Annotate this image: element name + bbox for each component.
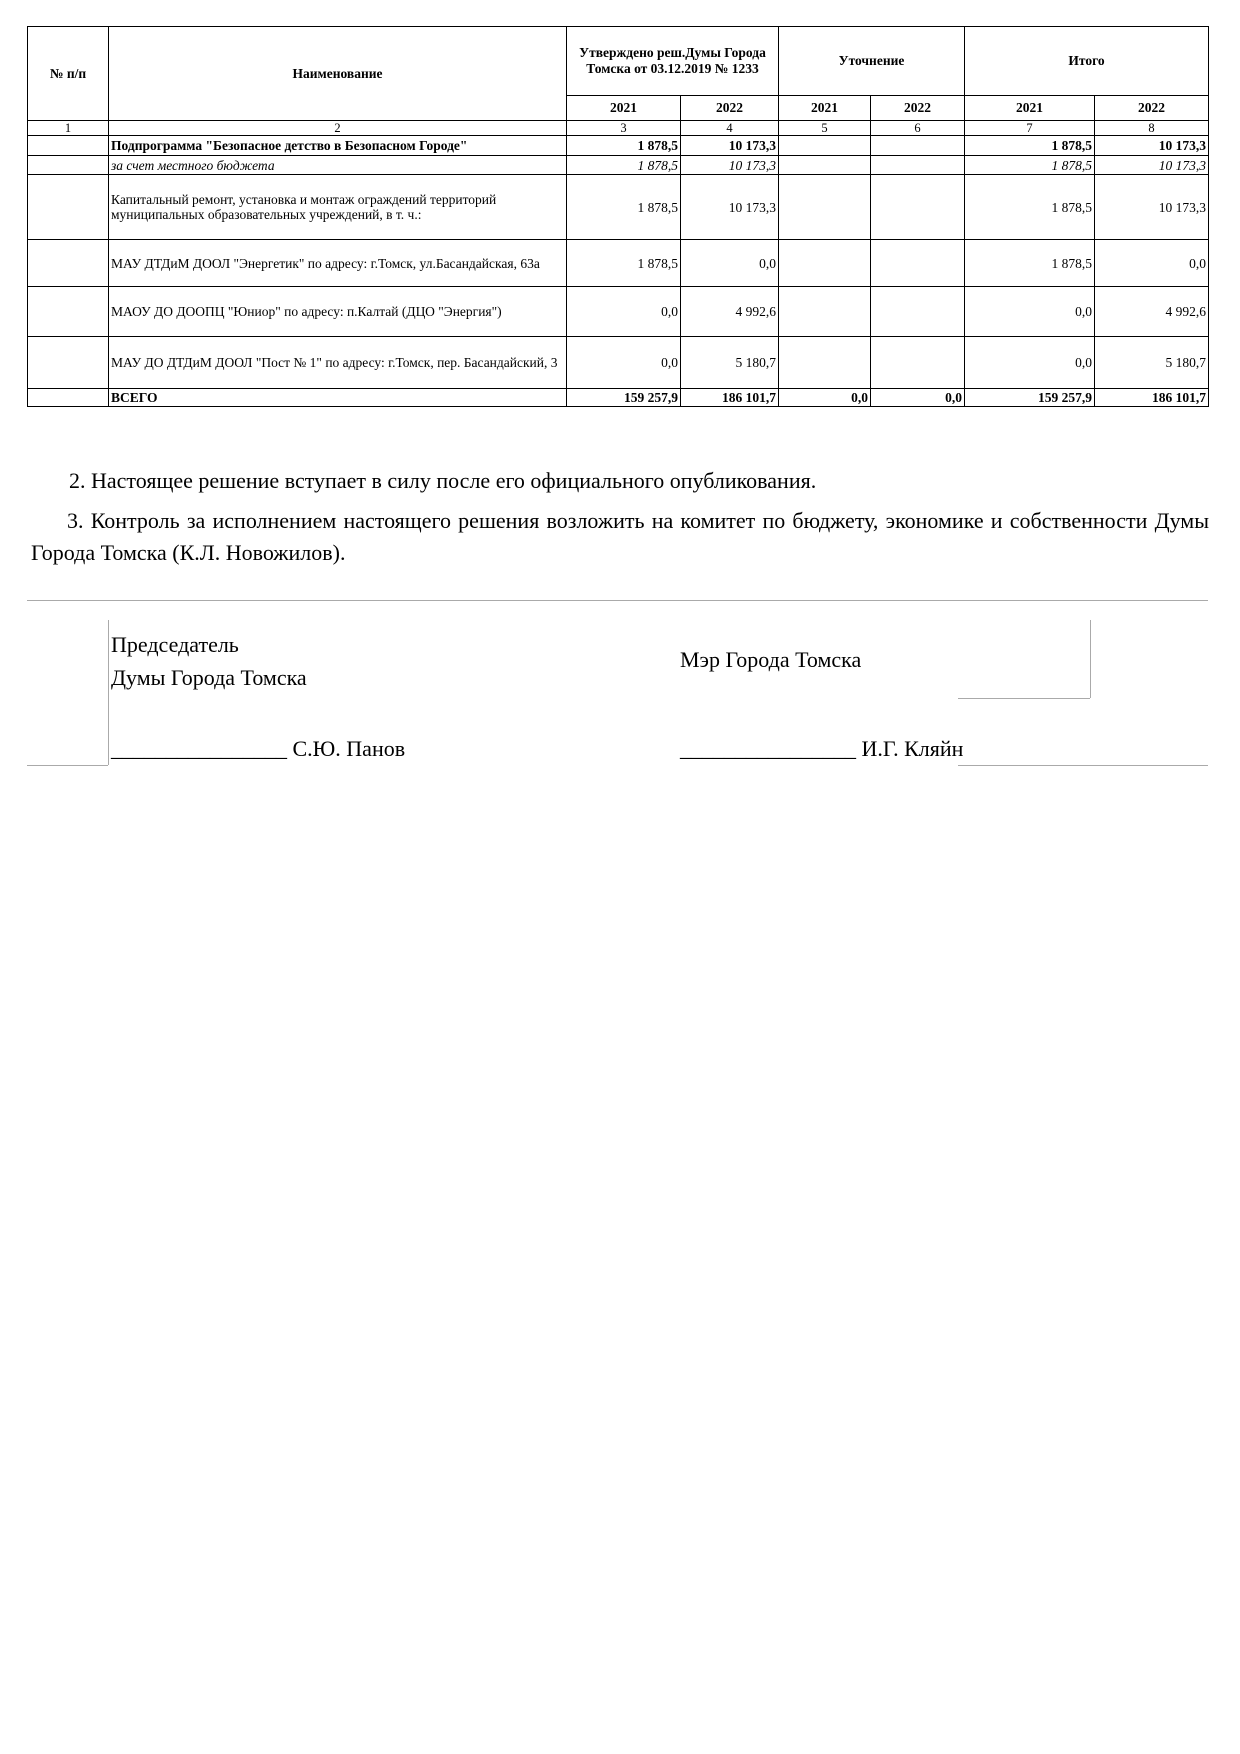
total-2022: 0,0 — [1095, 240, 1209, 287]
column-number: 3 — [567, 121, 681, 136]
table-row — [28, 240, 1209, 287]
approved-2022: 4 992,6 — [681, 287, 779, 337]
paragraph-control: 3. Контроль за исполнением настоящего решения возложить на комитет по бюджету, экономике и собственности Думы Города Томска (К.Л. Новожилов). — [31, 508, 1209, 565]
row-name: за счет местного бюджета — [109, 156, 567, 175]
table-row-subprogram — [28, 136, 1209, 156]
signature-bottom-rule-right — [958, 765, 1208, 766]
header-year: 2022 — [871, 96, 965, 121]
clarify-2022 — [871, 175, 965, 240]
row-num — [28, 337, 109, 389]
header-year: 2021 — [567, 96, 681, 121]
approved-2021: 1 878,5 — [567, 156, 681, 175]
row-num — [28, 240, 109, 287]
total-2022: 5 180,7 — [1095, 337, 1209, 389]
approved-2021: 0,0 — [567, 337, 681, 389]
table-row — [28, 287, 1209, 337]
total-2021: 0,0 — [965, 287, 1095, 337]
header-name: Наименование — [109, 27, 567, 121]
signature-top-rule — [27, 600, 1208, 601]
table-row — [28, 337, 1209, 389]
table-row-total — [28, 389, 1209, 407]
total-2021: 1 878,5 — [965, 156, 1095, 175]
signature-left-rule — [108, 620, 109, 765]
mayor-title: Мэр Города Томска — [680, 647, 862, 672]
clarify-2022 — [871, 337, 965, 389]
approved-2021: 0,0 — [567, 287, 681, 337]
row-name: ВСЕГО — [109, 389, 567, 407]
column-number: 2 — [109, 121, 567, 136]
approved-2022: 5 180,7 — [681, 337, 779, 389]
budget-table — [27, 26, 1209, 407]
column-number: 1 — [28, 121, 109, 136]
total-2022: 10 173,3 — [1095, 175, 1209, 240]
row-name: МАОУ ДО ДООПЦ "Юниор" по адресу: п.Калтай (ДЦО "Энергия") — [109, 287, 567, 337]
header-total: Итого — [965, 27, 1209, 96]
header-year: 2022 — [1095, 96, 1209, 121]
clarify-2022 — [871, 240, 965, 287]
row-name: МАУ ДО ДТДиМ ДООЛ "Пост № 1" по адресу: г.Томск, пер. Басандайский, 3 — [109, 337, 567, 389]
clarify-2021 — [779, 337, 871, 389]
chair-title-line2: Думы Города Томска — [111, 665, 307, 690]
total-2022: 4 992,6 — [1095, 287, 1209, 337]
signature-bottom-rule-left — [27, 765, 108, 766]
approved-2021: 159 257,9 — [567, 389, 681, 407]
total-2021: 1 878,5 — [965, 175, 1095, 240]
column-number: 4 — [681, 121, 779, 136]
row-num — [28, 156, 109, 175]
row-num — [28, 175, 109, 240]
clarify-2022: 0,0 — [871, 389, 965, 407]
approved-2022: 10 173,3 — [681, 136, 779, 156]
header-clarification: Уточнение — [779, 27, 965, 96]
header-approved: Утверждено реш.Думы Города Томска от 03.12.2019 № 1233 — [567, 27, 779, 96]
header-year: 2021 — [965, 96, 1095, 121]
approved-2021: 1 878,5 — [567, 136, 681, 156]
clarify-2021 — [779, 136, 871, 156]
approved-2022: 186 101,7 — [681, 389, 779, 407]
column-number: 6 — [871, 121, 965, 136]
total-2021: 159 257,9 — [965, 389, 1095, 407]
approved-2021: 1 878,5 — [567, 240, 681, 287]
row-num — [28, 389, 109, 407]
table-row-local-budget — [28, 156, 1209, 175]
approved-2022: 0,0 — [681, 240, 779, 287]
clarify-2021 — [779, 240, 871, 287]
paragraph-effective-date: 2. Настоящее решение вступает в силу после его официального опубликования. — [69, 468, 817, 493]
signature-right-rule — [1090, 620, 1091, 698]
header-year: 2022 — [681, 96, 779, 121]
approved-2022: 10 173,3 — [681, 175, 779, 240]
header-num: № п/п — [28, 27, 109, 121]
column-number: 7 — [965, 121, 1095, 136]
total-2022: 186 101,7 — [1095, 389, 1209, 407]
row-num — [28, 287, 109, 337]
clarify-2021 — [779, 175, 871, 240]
approved-2021: 1 878,5 — [567, 175, 681, 240]
header-year: 2021 — [779, 96, 871, 121]
total-2022: 10 173,3 — [1095, 156, 1209, 175]
row-name: МАУ ДТДиМ ДООЛ "Энергетик" по адресу: г.Томск, ул.Басандайская, 63а — [109, 240, 567, 287]
clarify-2021: 0,0 — [779, 389, 871, 407]
column-number: 8 — [1095, 121, 1209, 136]
table-row — [28, 175, 1209, 240]
clarify-2022 — [871, 287, 965, 337]
row-num — [28, 136, 109, 156]
total-2021: 1 878,5 — [965, 240, 1095, 287]
column-number: 5 — [779, 121, 871, 136]
total-2021: 0,0 — [965, 337, 1095, 389]
chair-signature: ________________ С.Ю. Панов — [111, 736, 406, 761]
signature-stamp-rule — [958, 698, 1090, 699]
approved-2022: 10 173,3 — [681, 156, 779, 175]
row-name: Подпрограмма "Безопасное детство в Безопасном Городе" — [109, 136, 567, 156]
clarify-2021 — [779, 156, 871, 175]
clarify-2022 — [871, 156, 965, 175]
total-2021: 1 878,5 — [965, 136, 1095, 156]
mayor-signature: ________________ И.Г. Кляйн — [680, 736, 964, 761]
total-2022: 10 173,3 — [1095, 136, 1209, 156]
clarify-2021 — [779, 287, 871, 337]
chair-title-line1: Председатель — [111, 632, 239, 657]
row-name: Капитальный ремонт, установка и монтаж ограждений территорий муниципальных образовательных учреждений, в т. ч.: — [109, 175, 567, 240]
clarify-2022 — [871, 136, 965, 156]
